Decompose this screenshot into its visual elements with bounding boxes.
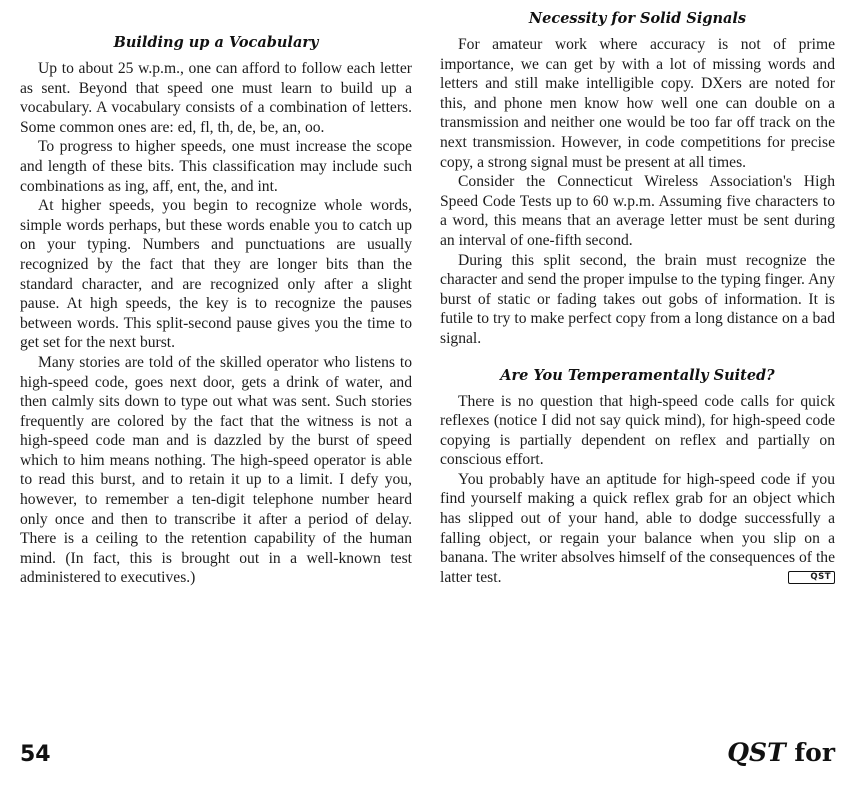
section-heading-temperament: Are You Temperamentally Suited? xyxy=(500,366,775,384)
paragraph: At higher speeds, you begin to recognize whole words, simple words perhaps, but these words enable you to catch up on your typing. Numbers and punctuations are usually recognized by the fact that they are longer bits than the standard character, and are recognized only after a slight pause. At high speeds, the key is to recognize the pauses between words. This split-second pause gives you the time to get set for the next burst. xyxy=(20,197,412,352)
page-number: 54 xyxy=(20,742,51,767)
paragraph: To progress to higher speeds, one must increase the scope and length of these bits. This classification may include such combinations as ing, aff, ent, the, and int. xyxy=(20,138,412,195)
paragraph: Consider the Connecticut Wireless Association's High Speed Code Tests up to 60 w.p.m. Assuming five characters to a word, this means that an average letter must be sent during an interval of one-fifth second. xyxy=(440,173,835,249)
journal-name: QST xyxy=(727,738,786,767)
section-heading-solid-signals: Necessity for Solid Signals xyxy=(528,10,747,27)
paragraph: Up to about 25 w.p.m., one can afford to follow each letter as sent. Beyond that speed one must learn to build up a vocabulary. A vocabulary consists of a combination of letters. Some common ones are: ed, fl, th, de, be, an, oo. xyxy=(20,60,412,136)
paragraph: Many stories are told of the skilled operator who listens to high-speed code, goes next door, gets a drink of water, and then calmly sits down to type out what was sent. Such stories frequently are colored by the fact that the witness is not a high-speed code man and is dazzled by the burst of speed which to him means nothing. The high-speed operator is able to read this burst, and to retain it up to a limit. I defy you, however, to remember a ten-digit telephone number heard only once and then to transcribe it after a period of delay. There is a ceiling to the retention capability of the human mind. (In fact, this is brought out in a well-known test administered to executives.) xyxy=(20,353,412,587)
paragraph-last xyxy=(440,470,835,588)
running-footer xyxy=(727,738,835,767)
left-column xyxy=(20,10,412,588)
paragraph: There is no question that high-speed code calls for quick reflexes (notice I did not say quick mind), for high-speed code copying is partially dependent on reflex and partially on conscious effort. xyxy=(440,392,835,469)
paragraph: For amateur work where accuracy is not of prime importance, we can get by with a lot of missing words and letters and still make intelligible copy. DXers are noted for this, and phone men know how well one can double on a transmission and neither one would be too far off track on the next transmission. However, in code competitions for precise copy, a strong signal must be present at all times. xyxy=(440,36,835,171)
journal-suffix: for xyxy=(794,738,835,767)
right-column xyxy=(440,10,835,587)
qst-end-mark-icon: QST xyxy=(788,571,835,584)
paragraph-text: You probably have an aptitude for high-speed code if you find yourself making a quick reflex grab for an object which has slipped out of your hand, able to dodge successfully a falling object, or regain your balance when you slip on a banana. The writer absolves himself of the consequences of the latter test. xyxy=(440,470,835,586)
section-heading-vocabulary: Building up a Vocabulary xyxy=(113,34,319,51)
paragraph: During this split second, the brain must recognize the character and send the proper impulse to the typing finger. Any burst of static or fading takes out gobs of information. It is futile to try to make perfect copy from a long distance on a bad signal. xyxy=(440,251,835,347)
